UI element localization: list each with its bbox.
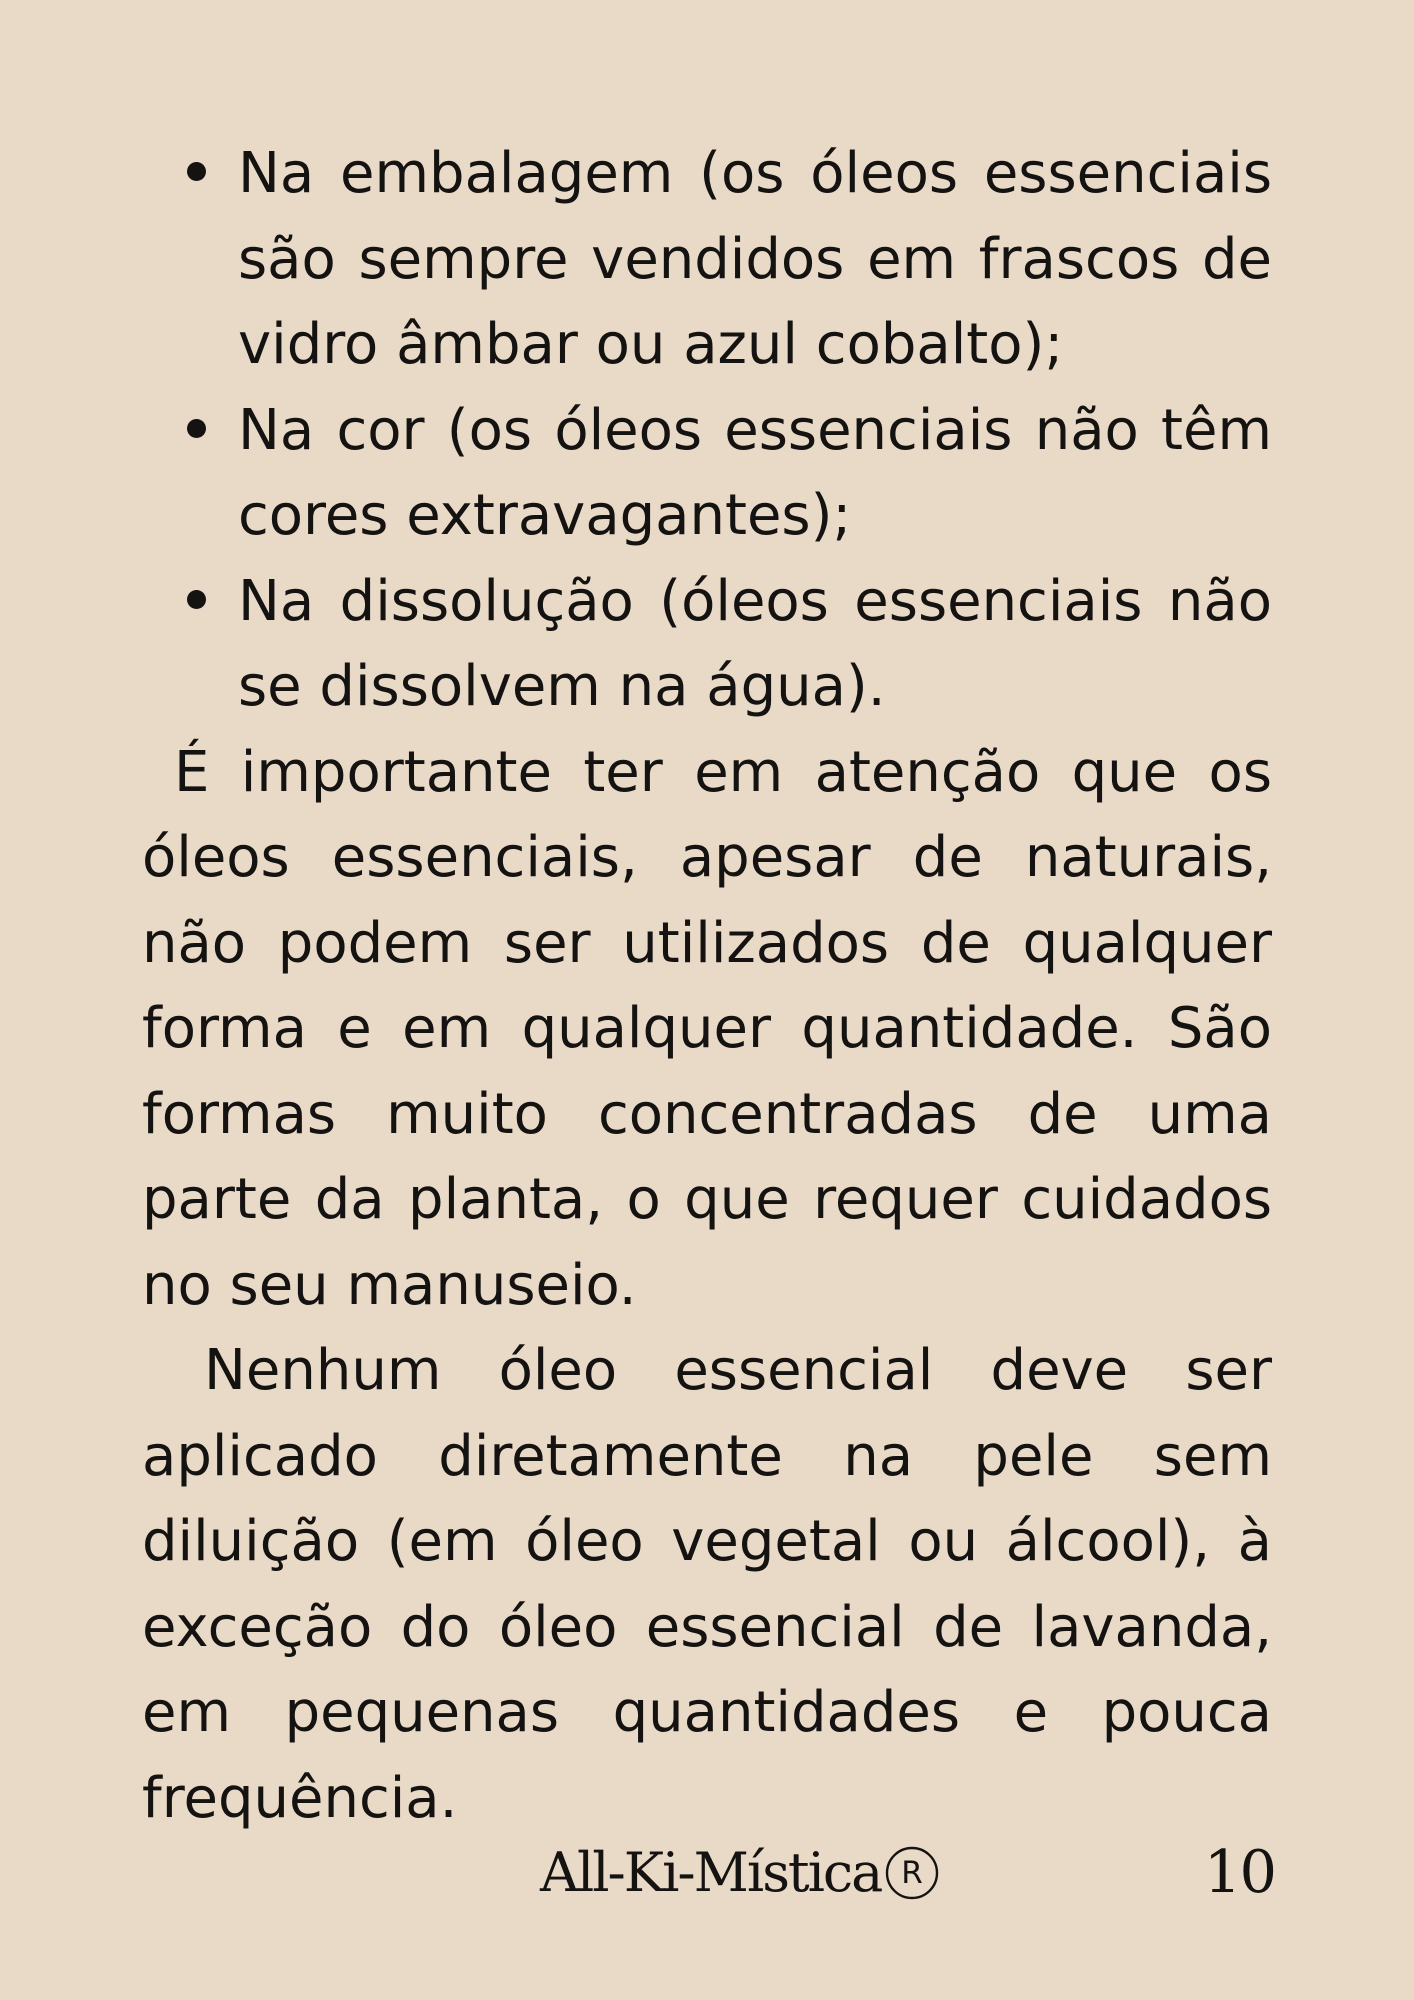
- bullet-item-color: [142, 388, 1272, 559]
- bullet-text-color: Na cor (os óleos essenciais não têm cores extravagantes);: [238, 397, 1272, 548]
- bullet-text-dissolution: Na dissolução (óleos essenciais não se dissolvem na água).: [238, 568, 1272, 719]
- footer-brand: All-Ki-Mística: [540, 1841, 882, 1904]
- page-content: [142, 131, 1272, 1841]
- bullet-item-packaging: [142, 131, 1272, 388]
- registered-trademark-icon: [884, 1845, 940, 1901]
- bullet-item-dissolution: [142, 559, 1272, 730]
- registered-symbol: R: [901, 1855, 923, 1891]
- paragraph-dilution-warning: Nenhum óleo essencial deve ser aplicado diretamente na pele sem diluição (em óleo vegetal ou álcool), à exceção do óleo essencial de lavanda, em pequenas quantidades e pouca frequência.: [142, 1338, 1272, 1831]
- bullet-dot: [187, 419, 206, 438]
- bullet-text-packaging: Na embalagem (os óleos essenciais são sempre vendidos em frascos de vidro âmbar ou azul cobalto);: [238, 141, 1272, 377]
- document-page: [142, 0, 1275, 2000]
- bullet-list: [142, 131, 1272, 730]
- bullet-dot: [187, 590, 206, 609]
- paragraph-usage-warning: É importante ter em atenção que os óleos essenciais, apesar de naturais, não podem ser utilizados de qualquer forma e em qualquer quantidade. São formas muito concentradas de uma parte da planta, o que requer cuidados no seu manuseio.: [142, 739, 1272, 1318]
- page-number: 10: [1203, 1837, 1275, 1906]
- bullet-dot: [187, 162, 206, 181]
